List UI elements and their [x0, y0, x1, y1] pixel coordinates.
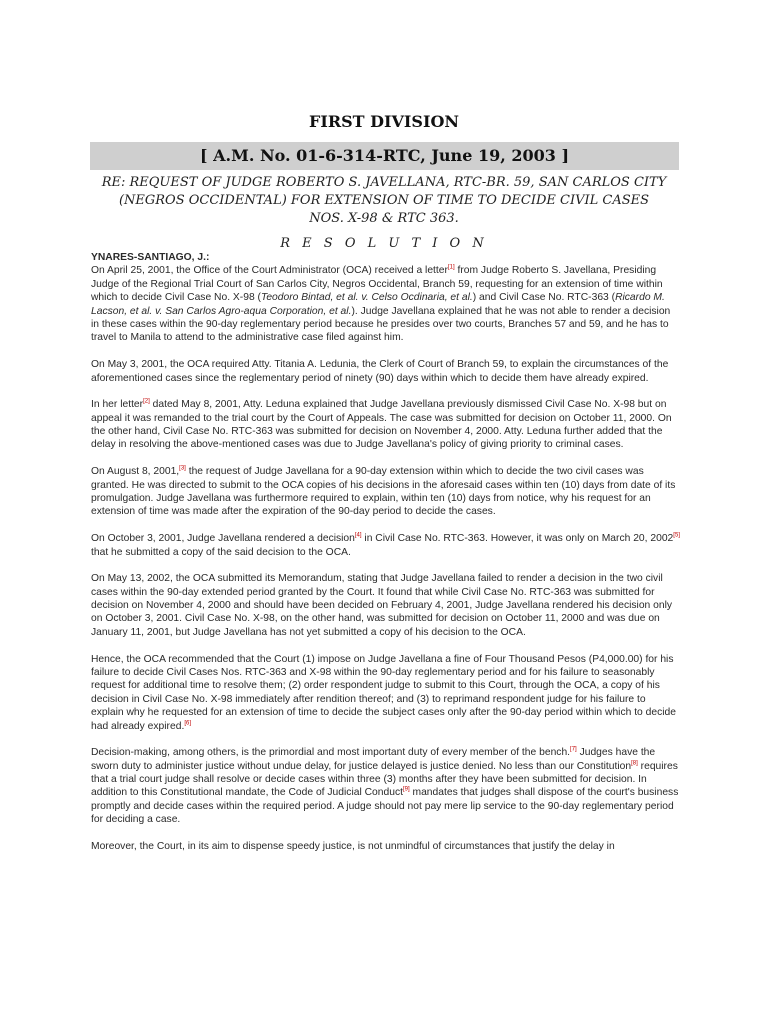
text: ) and Civil Case No. RTC-363 (: [472, 292, 616, 304]
division-heading: FIRST DIVISION: [308, 112, 460, 131]
paragraph-5: [91, 532, 680, 559]
case-citation: Teodoro Bintad, et al. v. Celso Ocdinaria, et al.: [260, 292, 473, 304]
paragraph-9: Moreover, the Court, in its aim to dispense speedy justice, is not unmindful of circumstances that justify the delay in: [91, 841, 615, 852]
text: requires that a trial court judge shall resolve or decide cases within three (3) months after they have been submitted for decision. In addition to this Constitutional mandate, the Code of Judicial Conduct: [91, 760, 678, 799]
footnote-link-8[interactable]: [8]: [631, 760, 638, 767]
footnote-link-9[interactable]: [9]: [402, 787, 410, 794]
text: the request of Judge Javellana for a 90-day extension within which to decide the two civil cases was granted. He was directed to submit to the OCA copies of his decisions in the aforesaid cases within ten (10) days from date of its promulgation. Judge Javellana was furthermore required to explain, within ten (10) days from notice, why his request for an extension of time was made after the expiration of the 90-day period to decide the cases.: [91, 466, 676, 518]
text: mandates that judges shall dispose of the court's business promptly and decide cases within the required period. A judge should not pay mere lip service to the 90-day reglementary period for deciding a case.: [91, 787, 679, 826]
paragraph-8: [91, 746, 680, 826]
case-title: RE: REQUEST OF JUDGE ROBERTO S. JAVELLANA, RTC-BR. 59, SAN CARLOS CITY (NEGROS OCCIDENTAL) FOR EXTENSION OF TIME TO DECIDE CIVIL CASES NOS. X-98 & RTC 363.: [101, 175, 667, 226]
resolution-body: [91, 251, 680, 867]
text: ). Judge Javellana explained that he was not able to render a decision in these cases within the 90-day reglementary period because he presides over two courts, Branches 57 and 59, and he has to travel to Manila to attend to the administrative case filed against him.: [91, 305, 671, 344]
text: Hence, the OCA recommended that the Court (1) impose on Judge Javellana a fine of Four Thousand Pesos (P4,000.00) for his failure to decide Civil Cases Nos. RTC-363 and X-98 within the 90-day reglementary period and for his failure to seasonably request for additional time to resolve them; (2) order respondent judge to submit to this Court, through the OCA, a copy of his decision in Civil Case No. X-98 immediately after rendition thereof; and (3) to reprimand respondent judge for his failure to explain why he requested for an extension of time to decide the subject cases only after the 90-day period within which to decide had already expired.: [91, 653, 676, 732]
paragraph-3: [91, 398, 680, 452]
text: Decision-making, among others, is the primordial and most important duty of every member of the bench.: [91, 747, 571, 759]
text: that he submitted a copy of the said decision to the OCA.: [91, 546, 351, 558]
paragraph-7: [91, 653, 680, 733]
footnote-link-6[interactable]: [6]: [184, 720, 191, 727]
ponente: YNARES-SANTIAGO, J.:: [91, 252, 210, 263]
paragraph-4: [91, 465, 680, 519]
text: In her letter: [91, 399, 144, 411]
footnote-link-7[interactable]: [7]: [570, 746, 577, 753]
text: Judges have the sworn duty to administer justice without undue delay, for justice delayed is justice denied. No less than our Constitution: [91, 747, 656, 772]
footnote-link-2[interactable]: [2]: [143, 398, 150, 405]
text: dated May 8, 2001, Atty. Leduna explained that Judge Javellana previously dismissed Civil Case No. X-98 but on appeal it was remanded to the trial court by the Court of Appeals. The case was submitted for decision on October 11, 2000. On the other hand, Civil Case No. RTC-363 was submitted for decision on November 4, 2000. Atty. Leduna further added that the delay in resolving the above-mentioned cases was due to Judge Javellana's policy of giving priority to criminal cases.: [91, 399, 672, 451]
footnote-link-5[interactable]: [5]: [673, 532, 680, 539]
case-citation: Ricardo M. Lacson, et al. v. San Carlos Agro-aqua Corporation, et al.: [91, 292, 665, 317]
text: from Judge Roberto S. Javellana, Presiding Judge of the Regional Trial Court of San Carlos City, Negros Occidental, Branch 59, requesting for an extension of time within which to decide Civil Case No. X-98 (: [91, 265, 663, 304]
case-number-bar: [ A.M. No. 01-6-314-RTC, June 19, 2003 ]: [90, 142, 679, 170]
text: On August 8, 2001,: [91, 466, 180, 478]
resolution-heading: R E S O L U T I O N: [280, 236, 488, 251]
footnote-link-3[interactable]: [3]: [179, 465, 186, 472]
text: On April 25, 2001, the Office of the Court Administrator (OCA) received a letter: [91, 265, 448, 277]
text: in Civil Case No. RTC-363. However, it was only on March 20, 2002: [361, 533, 674, 545]
paragraph-2: On May 3, 2001, the OCA required Atty. Titania A. Ledunia, the Clerk of Court of Branch 59, to explain the circumstances of the aforementioned cases since the reglementary period of ninety (90) days within which to decide them have already expired.: [91, 359, 669, 384]
paragraph-6: On May 13, 2002, the OCA submitted its Memorandum, stating that Judge Javellana failed to render a decision in the two civil cases within the 90-day extended period granted by the Court. It found that while Civil Case No. RTC-363 was submitted for decision on November 4, 2000 and should have been decided on February 4, 2001, Judge Javellana rendered his decision only on October 3, 2001. Civil Case No. X-98, on the other hand, was submitted for decision on October 11, 2000 and was due on January 11, 2001, but Judge Javellana has not yet submitted a copy of his decision to the OCA.: [91, 573, 673, 638]
footnote-link-1[interactable]: [1]: [447, 264, 455, 271]
text: On October 3, 2001, Judge Javellana rendered a decision: [91, 533, 355, 545]
footnote-link-4[interactable]: [4]: [354, 532, 362, 539]
paragraph-1: [91, 264, 680, 344]
